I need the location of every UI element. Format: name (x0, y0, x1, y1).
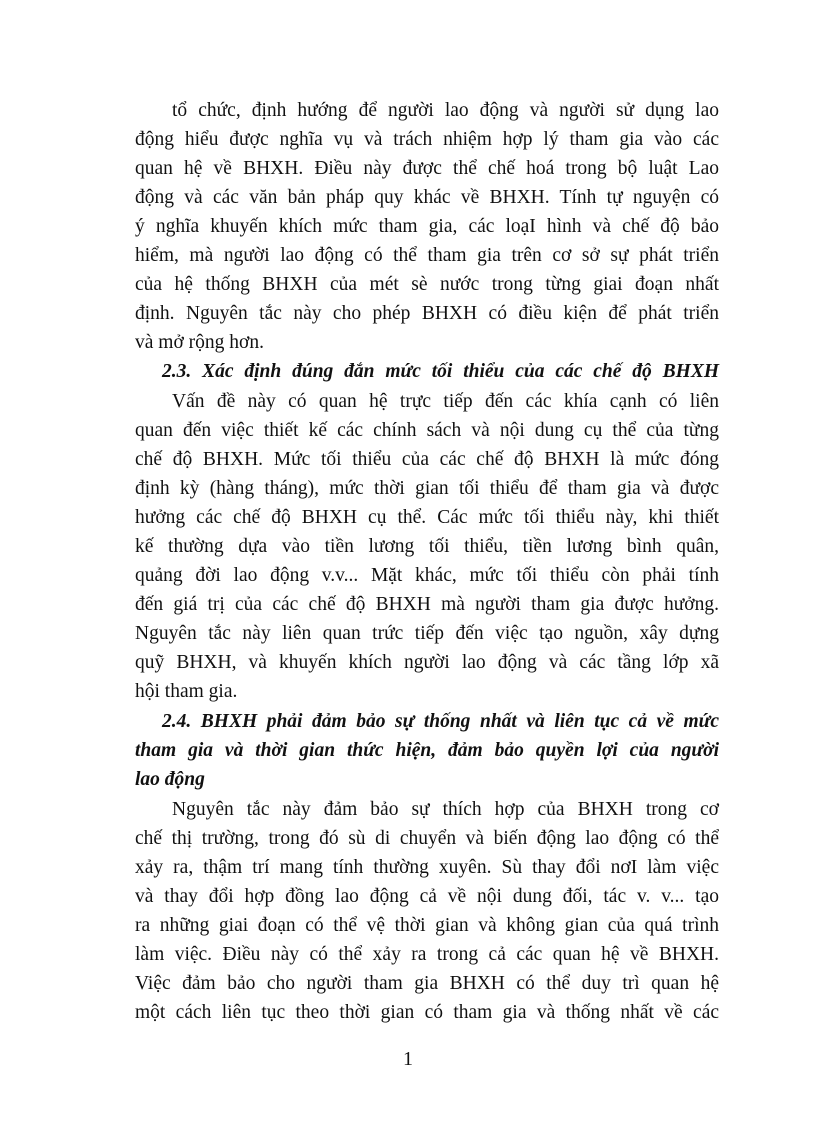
text-line: ý nghĩa khuyến khích mức tham gia, các loạI hình và chế độ bảo (135, 216, 719, 237)
text-line: và mở rộng hơn. (135, 332, 264, 353)
text-line: Vấn đề này có quan hệ trực tiếp đến các khía cạnh có liên (172, 391, 719, 412)
text-line: Việc đảm bảo cho người tham gia BHXH có thể duy trì quan hệ (135, 973, 719, 994)
section-heading-2-3: 2.3. Xác định đúng đắn mức tối thiểu của các chế độ BHXH (162, 361, 719, 382)
text-line: hưởng các chế độ BHXH cụ thể. Các mức tối thiểu này, khi thiết (135, 507, 719, 528)
text-line: và thay đổi hợp đồng lao động cả về nội dung đối, tác v. v... tạo (135, 886, 719, 907)
heading-line: lao động (135, 769, 205, 790)
text-line: động và các văn bản pháp quy khác về BHXH. Tính tự nguyện có (135, 187, 719, 208)
text-line: xảy ra, thậm trí mang tính thường xuyên. Sù thay đổi nơI làm việc (135, 857, 719, 878)
text-line: chế thị trường, trong đó sù di chuyển và biến động lao động có thể (135, 828, 719, 849)
text-line: quảng đời lao động v.v... Mặt khác, mức tối thiểu còn phải tính (135, 565, 719, 586)
heading-line: 2.4. BHXH phải đảm bảo sự thống nhất và liên tục cả về mức (162, 711, 719, 732)
text-line: quan hệ về BHXH. Điều này được thể chế hoá trong bộ luật Lao (135, 158, 719, 179)
text-line: kế thường dựa vào tiền lương tối thiểu, tiền lương bình quân, (135, 536, 719, 557)
text-line: quan đến việc thiết kế các chính sách và nội dung cụ thể của từng (135, 420, 719, 441)
text-line: hiểm, mà người lao động có thể tham gia trên cơ sở sự phát triển (135, 245, 719, 266)
text-line: chế độ BHXH. Mức tối thiểu của các chế độ BHXH là mức đóng (135, 449, 719, 470)
text-line: định. Nguyên tắc này cho phép BHXH có điều kiện để phát triển (135, 303, 719, 324)
heading-line: tham gia và thời gian thức hiện, đảm bảo quyền lợi của người (135, 740, 719, 761)
text-line: Nguyên tắc này liên quan trức tiếp đến việc tạo nguồn, xây dựng (135, 623, 719, 644)
text-line: tổ chức, định hướng để người lao động và người sử dụng lao (172, 100, 719, 121)
text-line: hội tham gia. (135, 681, 238, 702)
text-line: định kỳ (hàng tháng), mức thời gian tối thiểu để tham gia và được (135, 478, 719, 499)
text-line: quỹ BHXH, và khuyến khích người lao động và các tầng lớp xã (135, 652, 719, 673)
text-line: đến giá trị của các chế độ BHXH mà người tham gia được hưởng. (135, 594, 719, 615)
text-line: làm việc. Điều này có thể xảy ra trong cả các quan hệ về BHXH. (135, 944, 719, 965)
text-line: Nguyên tắc này đảm bảo sự thích hợp của BHXH trong cơ (172, 799, 719, 820)
text-line: ra những giai đoạn có thể vệ thời gian và không gian của quá trình (135, 915, 719, 936)
text-line: động hiểu được nghĩa vụ và trách nhiệm hợp lý tham gia vào các (135, 129, 719, 150)
text-line: một cách liên tục theo thời gian có tham gia và thống nhất về các (135, 1002, 719, 1023)
page-number: 1 (403, 1048, 413, 1070)
text-line: của hệ thống BHXH của mét sè nước trong từng giai đoạn nhất (135, 274, 719, 295)
